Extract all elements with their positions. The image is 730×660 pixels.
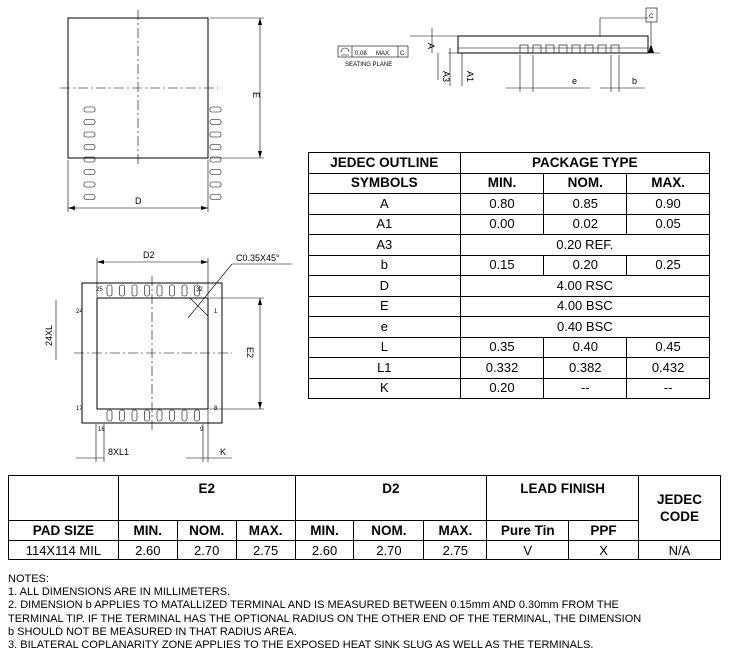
max-cell: 0.432 <box>627 358 710 379</box>
seating-plane-label: SEATING PLANE <box>345 62 393 68</box>
nom-cell: 0.20 <box>544 255 627 276</box>
nom-cell: 0.02 <box>544 214 627 235</box>
table-row <box>309 276 710 297</box>
coplanarity-icon <box>341 48 349 55</box>
max-cell: 0.25 <box>627 255 710 276</box>
lead-pad <box>107 410 112 421</box>
lead-pad <box>84 132 95 137</box>
lead-finish-header: LEAD FINISH <box>487 476 639 521</box>
min-header: MIN. <box>460 173 544 194</box>
lead-pad <box>132 410 137 421</box>
d2-max-cell: 2.75 <box>424 541 487 560</box>
lead-pad <box>84 170 95 175</box>
pad-size-blank <box>9 476 119 521</box>
max-cell: 0.45 <box>627 337 710 358</box>
datum-c-label: C <box>649 14 654 20</box>
dim-k-label: K <box>220 447 227 457</box>
pad-size-header: PAD SIZE <box>9 521 119 541</box>
lead-pad <box>210 120 221 125</box>
dim-a3-label: A3 <box>441 71 451 83</box>
d2-nom-header: NOM. <box>354 521 424 541</box>
lead-pad <box>182 410 187 421</box>
table-row <box>309 214 710 235</box>
max-header: MAX. <box>627 173 710 194</box>
table-row <box>309 194 710 215</box>
span-cell: 0.40 BSC <box>460 317 709 338</box>
lead-pad <box>210 145 221 150</box>
lead-pad <box>84 145 95 150</box>
min-cell: 0.332 <box>460 358 544 379</box>
dim-d-label: D <box>135 196 142 206</box>
table-row <box>309 337 710 358</box>
span-cell: 4.00 BSC <box>460 296 709 317</box>
table-row <box>309 358 710 379</box>
e2-max-header: MAX. <box>236 521 295 541</box>
d2-header: D2 <box>295 476 487 521</box>
lead-pad <box>210 132 221 137</box>
lead-pad <box>170 410 175 421</box>
pin-label-1: 1 <box>214 309 218 315</box>
side-view <box>338 8 660 92</box>
lead-pad <box>84 120 95 125</box>
d2-nom-cell: 2.70 <box>354 541 424 560</box>
symbols-header: SYMBOLS <box>309 173 461 194</box>
max-cell: 0.90 <box>627 194 710 215</box>
lead-pad <box>84 195 95 200</box>
lead-pad <box>210 170 221 175</box>
dim-24xl-label: 24XL <box>44 324 54 346</box>
jedec-code-cell: N/A <box>639 541 721 560</box>
coplanarity-value: 0.08 <box>355 51 367 57</box>
e2-nom-header: NOM. <box>177 521 236 541</box>
nom-cell: -- <box>544 378 627 399</box>
dim-e-label: E <box>251 92 261 99</box>
note-line: TERMINAL TIP. IF THE TERMINAL HAS THE OPTIONAL RADIUS ON THE OTHER END OF THE TERMINAL, THE DIMENSION <box>8 612 642 625</box>
symbol-cell: L <box>309 337 461 358</box>
min-cell: 0.15 <box>460 255 544 276</box>
side-view-body <box>458 36 648 53</box>
note-line: 2. DIMENSION b APPLIES TO MATALLIZED TERMINAL AND IS MEASURED BETWEEN 0.15mm AND 0.30mm FROM THE <box>8 599 619 612</box>
pad-chamfer <box>190 298 208 316</box>
e2-header: E2 <box>118 476 295 521</box>
span-cell: 4.00 RSC <box>460 276 709 297</box>
symbol-cell: D <box>309 276 461 297</box>
dim-e-pitch-label: e <box>572 76 578 86</box>
table-row <box>309 317 710 338</box>
e2-min-header: MIN. <box>118 521 177 541</box>
e2-max-cell: 2.75 <box>236 541 295 560</box>
nom-cell: 0.382 <box>544 358 627 379</box>
lead-pad <box>132 285 137 296</box>
lead-pad <box>210 107 221 112</box>
lead-row-right <box>210 107 221 200</box>
symbol-cell: E <box>309 296 461 317</box>
pad-size-table <box>8 475 721 560</box>
d2-min-header: MIN. <box>295 521 354 541</box>
lead-pad <box>107 285 112 296</box>
dim-8xl1-label: 8XL1 <box>108 447 130 457</box>
pin-label-17: 17 <box>76 406 83 412</box>
d2-max-header: MAX. <box>424 521 487 541</box>
nom-cell: 0.85 <box>544 194 627 215</box>
ppf-cell: X <box>569 541 639 560</box>
max-cell: -- <box>627 378 710 399</box>
pin-label-24: 24 <box>76 309 83 315</box>
coplanarity-frame <box>338 46 408 57</box>
lead-row-bottom <box>107 410 200 421</box>
dim-a-label: A <box>426 43 436 50</box>
jedec-dimension-table <box>308 152 710 399</box>
table-row <box>309 235 710 256</box>
coplanarity-datum: C <box>400 51 405 57</box>
lead-pad <box>157 285 162 296</box>
chamfer-label: C0.35X45° <box>236 253 280 263</box>
lead-pad <box>182 285 187 296</box>
pad-size-cell: 114X114 MIL <box>9 541 119 560</box>
coplanarity-max: MAX <box>376 51 390 57</box>
note-line: 3. BILATERAL COPLANARITY ZONE APPLIES TO THE EXPOSED HEAT SINK SLUG AS WELL AS THE TERMINALS. <box>8 639 594 652</box>
jedec-code-header: JEDEC CODE <box>639 476 721 541</box>
nom-header: NOM. <box>544 173 627 194</box>
lead-pad <box>120 285 125 296</box>
pure-tin-cell: V <box>487 541 569 560</box>
lead-pad <box>195 410 200 421</box>
lead-pad <box>157 410 162 421</box>
e2-min-cell: 2.60 <box>118 541 177 560</box>
symbol-cell: A3 <box>309 235 461 256</box>
span-cell: 0.20 REF. <box>460 235 709 256</box>
pin-label-25: 25 <box>96 287 103 293</box>
min-cell: 0.20 <box>460 378 544 399</box>
symbol-cell: L1 <box>309 358 461 379</box>
lead-pad <box>145 410 150 421</box>
symbol-cell: K <box>309 378 461 399</box>
lead-pad <box>210 182 221 187</box>
lead-pad <box>84 182 95 187</box>
ppf-header: PPF <box>569 521 639 541</box>
package-type-header: PACKAGE TYPE <box>460 153 709 174</box>
lead-pad <box>170 285 175 296</box>
bottom-view <box>44 107 292 462</box>
max-cell: 0.05 <box>627 214 710 235</box>
table-row <box>309 378 710 399</box>
nom-cell: 0.40 <box>544 337 627 358</box>
lead-pad <box>145 285 150 296</box>
table-row <box>309 296 710 317</box>
d2-min-cell: 2.60 <box>295 541 354 560</box>
lead-pad <box>210 195 221 200</box>
notes-section <box>8 573 728 652</box>
symbol-cell: A1 <box>309 214 461 235</box>
note-line: 1. ALL DIMENSIONS ARE IN MILLIMETERS. <box>8 586 231 599</box>
symbol-cell: A <box>309 194 461 215</box>
dim-b-label: b <box>632 76 638 86</box>
e2-nom-cell: 2.70 <box>177 541 236 560</box>
symbol-cell: e <box>309 317 461 338</box>
table-row <box>9 541 721 560</box>
lead-pad <box>120 410 125 421</box>
dim-e2-label: E2 <box>245 347 255 359</box>
min-cell: 0.35 <box>460 337 544 358</box>
table-row <box>309 255 710 276</box>
pin-label-16: 16 <box>98 427 105 433</box>
dim-d2-label: D2 <box>143 250 155 260</box>
note-line: b SHOULD NOT BE MEASURED IN THAT RADIUS AREA. <box>8 625 297 638</box>
jedec-outline-header: JEDEC OUTLINE <box>309 153 461 174</box>
exposed-pad <box>97 298 208 409</box>
lead-row-top <box>107 285 200 296</box>
pin-label-32: 32 <box>196 287 203 293</box>
pure-tin-header: Pure Tin <box>487 521 569 541</box>
symbol-cell: b <box>309 255 461 276</box>
dim-a1-label: A1 <box>465 71 475 83</box>
pin-label-8: 8 <box>214 406 218 412</box>
lead-pad <box>84 107 95 112</box>
min-cell: 0.00 <box>460 214 544 235</box>
lead-row-left <box>84 107 95 200</box>
pin-label-9: 9 <box>200 427 204 433</box>
min-cell: 0.80 <box>460 194 544 215</box>
notes-title: NOTES: <box>8 573 49 585</box>
